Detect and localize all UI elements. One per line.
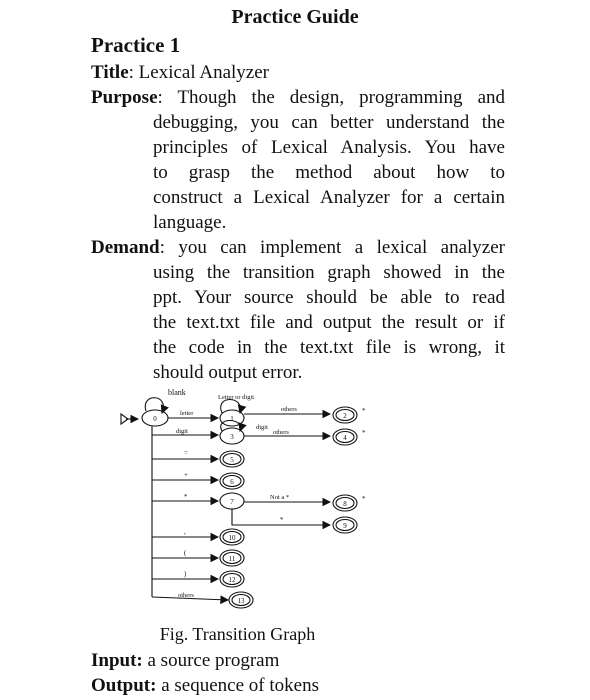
rparen-label: ) [184, 570, 187, 578]
retract-mark-1: * [362, 407, 366, 415]
others-label-1: others [281, 406, 297, 413]
state-9-label: 9 [343, 522, 347, 530]
input-label: Input: [91, 650, 143, 671]
demand-line-3: the text.txt file and output the result or if [153, 312, 505, 333]
title-label: Title [91, 62, 129, 83]
others-label-2: others [273, 429, 289, 436]
others-label-3: others [178, 592, 194, 599]
guide-title: Practice Guide [231, 6, 359, 28]
lparen-label: ( [184, 549, 187, 557]
purpose-label: Purpose [91, 87, 158, 108]
purpose-line-2: principles of Lexical Analysis. You have [153, 137, 505, 158]
letter-or-digit-label: Letter or digit [218, 394, 255, 401]
retract-mark-3: * [362, 495, 366, 503]
purpose-line-0: : Though the design, programming and [157, 87, 505, 108]
input-value: a source program [142, 650, 280, 671]
state-0-label: 0 [153, 415, 157, 423]
comma-label: , [184, 528, 186, 536]
purpose-continuation [153, 110, 505, 235]
demand-line-1: using the transition graph showed in the [153, 262, 505, 283]
figure-caption: Fig. Transition Graph [159, 624, 316, 644]
state-11-label: 11 [228, 555, 236, 563]
state-13-label: 13 [237, 597, 245, 605]
state-6-label: 6 [230, 478, 234, 486]
output-label: Output: [91, 675, 157, 696]
state-2-label: 2 [343, 412, 347, 420]
state-12-label: 12 [228, 576, 236, 584]
title-value: : Lexical Analyzer [128, 62, 269, 83]
demand-paragraph [91, 235, 505, 260]
demand-line-2: ppt. Your source should be able to read [153, 287, 505, 308]
purpose-paragraph [91, 85, 505, 110]
digit-loop-label: digit [256, 424, 268, 431]
state-10-label: 10 [228, 534, 236, 542]
star-2-label: * [280, 516, 284, 524]
demand-continuation [153, 260, 505, 385]
star-label: * [184, 493, 188, 501]
demand-line-0: : you can implement a lexical analyzer [159, 237, 505, 258]
retract-mark-2: * [362, 429, 366, 437]
state-5-label: 5 [230, 456, 234, 464]
title-line [91, 60, 269, 85]
state-1-label: 1 [230, 415, 234, 423]
practice-title: Practice 1 [91, 33, 181, 57]
eq-label: = [184, 449, 188, 457]
digit-label: digit [176, 428, 188, 435]
demand-line-4: the code in the text.txt file is wrong, it [153, 337, 505, 358]
purpose-line-5: language. [153, 212, 227, 233]
purpose-line-3: to grasp the method about how to [153, 162, 505, 183]
purpose-line-1: debugging, you can better understand the [153, 112, 505, 133]
state-8-label: 8 [343, 500, 347, 508]
letter-label: letter [180, 410, 194, 417]
not-a-star-label: Not a * [270, 494, 290, 501]
blank-label: blank [168, 388, 186, 397]
purpose-line-4: construct a Lexical Analyzer for a certain [153, 187, 505, 208]
input-line [91, 648, 279, 673]
state-3-label: 3 [230, 433, 234, 441]
transition-graph [0, 385, 400, 610]
state-7-label: 7 [230, 498, 234, 506]
demand-label: Demand [91, 237, 160, 258]
output-line [91, 673, 319, 698]
output-value: a sequence of tokens [156, 675, 319, 696]
demand-line-5: should output error. [153, 362, 303, 383]
plus-label: + [184, 471, 188, 479]
state-4-label: 4 [343, 434, 347, 442]
